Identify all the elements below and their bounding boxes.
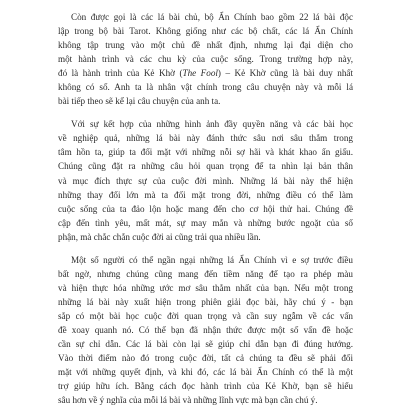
text-line: Chúng cũng đặt ra những câu hỏi quan trọng để ta nhìn lại bản thân: [58, 161, 353, 172]
text-line: về nghiệp quả, những lá bài này đánh thức sâu nơi sâu thẳm trong: [58, 133, 353, 144]
text-line: không tập trung vào một chủ đề nhất định, nhưng lại đại diện cho: [58, 40, 353, 51]
text-line: bất ngờ, nhưng chúng cũng mang đến tiềm năng để tạo ra phép màu: [58, 268, 353, 279]
text-line: Với sự kết hợp của những hình ảnh đầy quyền năng và các bài học: [71, 119, 353, 130]
text-line: lập trong bộ bài Tarot. Không giống như các bộ chất, các lá Ẩn Chính: [58, 26, 353, 37]
text-line: một hành trình và các chu kỳ của cuộc sống. Trong trường hợp này,: [58, 54, 353, 65]
text-line: sâu hơn về ý nghĩa của mỗi lá bài và những lĩnh vực mà bạn cần chú ý.: [58, 395, 318, 406]
text-line: cần sự chỉ dẫn. Các lá bài còn lại sẽ giúp chỉ dẫn bạn đi đúng hướng.: [58, 339, 353, 350]
text-line: sắp có một bài học cuộc đời quan trọng và cần suy ngẫm về các vấn: [58, 310, 353, 321]
text-line: và mục đích thực sự của cuộc đời mình. Những lá bài này thể hiện: [58, 175, 353, 186]
text-line: mặt với những quyết định, và khi đó, các lá bài Ẩn Chính có thể là một: [58, 367, 353, 378]
body-text: [58, 10, 353, 416]
text-line: những thay đổi lớn mà ta đối mặt trong đời, những điều có thể làm: [58, 189, 353, 200]
text-line: cập đến tình yêu, mất mát, sự may mắn và những bước ngoặt của số: [58, 217, 353, 228]
paragraph-3: [58, 253, 353, 408]
text-line: Một số người có thể ngần ngại những lá Ẩn Chính vì e sợ trước điều: [71, 254, 353, 265]
text-line: Còn được gọi là các lá bài chủ, bộ Ẩn Chính bao gồm 22 lá bài độc: [71, 12, 353, 22]
text-line: đề xoay quanh nó. Có thể bạn đã nhận thức được một số vấn đề hoặc: [58, 324, 353, 335]
paragraph-1: [58, 10, 353, 108]
text-line: Vào thời điểm nào đó trong cuộc đời, tất cả chúng ta đều sẽ phải đối: [58, 353, 353, 364]
text-line: cuộc sống của ta đảo lộn hoặc mang đến cho cơ hội thử hai. Chúng đề: [58, 203, 353, 214]
text-line: tâm hồn ta, giúp ta đối mặt với những nỗi sợ hãi và khát khao ẩn giấu.: [58, 147, 353, 158]
text-line: đó là hành trình của Kẻ Khờ (The Fool) – Kẻ Khờ cũng là bài duy nhất: [58, 68, 353, 79]
paragraph-2: [58, 117, 353, 243]
text-line: bài tiếp theo sẽ kể lại câu chuyện của anh ta.: [58, 96, 221, 107]
text-line: không có số. Anh ta là nhân vật chính trong câu chuyện này và mỗi lá: [58, 82, 353, 93]
text-line: trợ giúp hữu ích. Bằng cách đọc hành trình của Kẻ Khờ, bạn sẽ hiểu: [58, 381, 353, 392]
text-line: và hiện thực hóa những ước mơ sâu thẳm nhất của bạn. Nếu một trong: [58, 282, 353, 293]
text-line: phận, mà chắc chắn cuộc đời ai cũng trải qua nhiều lần.: [58, 231, 261, 242]
text-line: những lá bài này xuất hiện trong phiên giải đọc bài, hãy chú ý - bạn: [58, 296, 353, 307]
